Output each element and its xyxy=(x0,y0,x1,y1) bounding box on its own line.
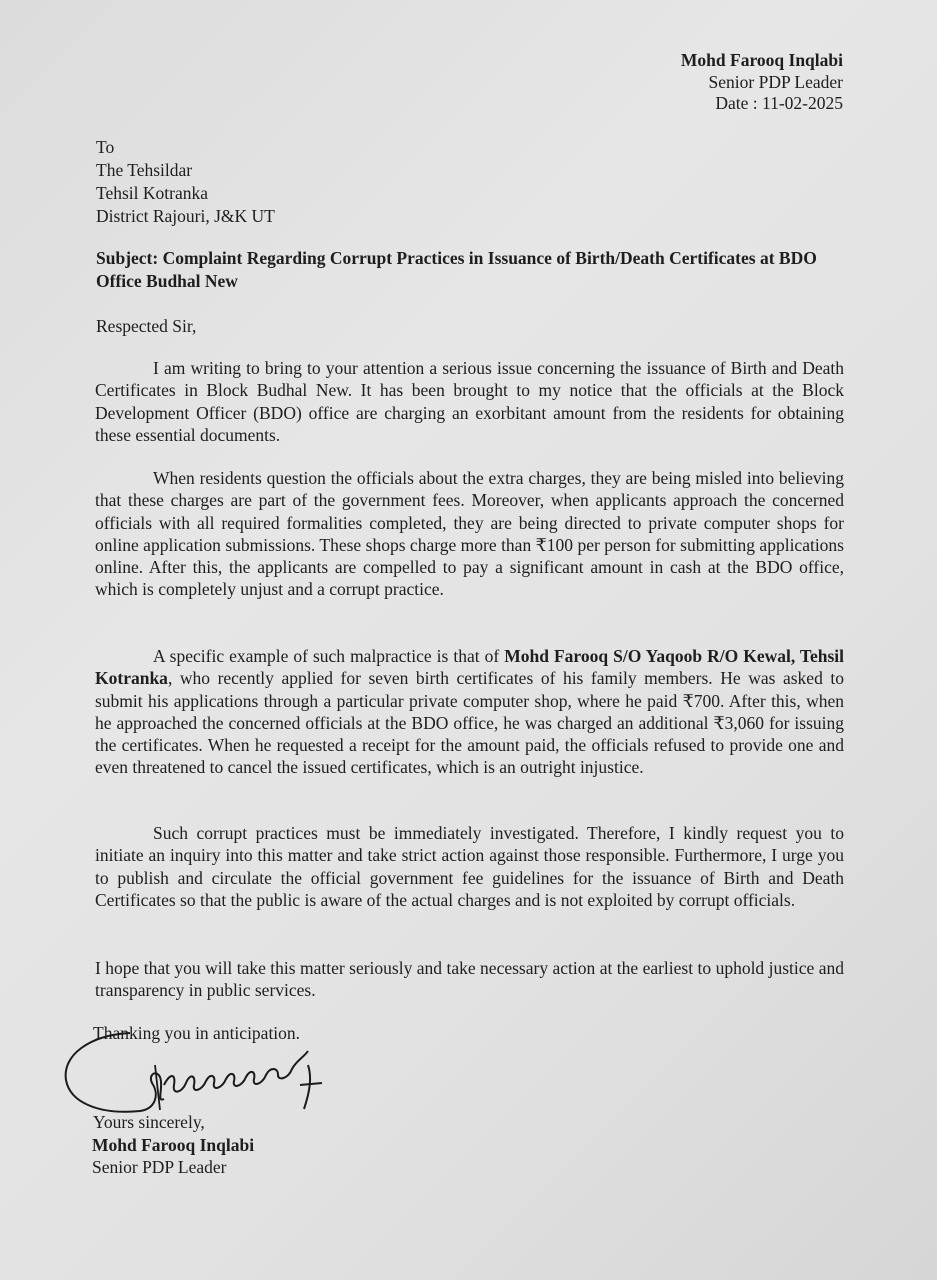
recipient-line: Tehsil Kotranka xyxy=(96,183,209,203)
body-paragraph-4: Such corrupt practices must be immediately investigated. Therefore, I kindly request you to initiate an inquiry into this matter and take strict action against those responsible. Furthermore, I urge you to publish and circulate the official government fee guidelines for the issuance of Birth and Death Certificates so that the public is aware of the actual charges and is not exploited by corrupt officials. xyxy=(95,823,844,910)
subject-line: Subject: Complaint Regarding Corrupt Practices in Issuance of Birth/Death Certificates at BDO Office Budhal New xyxy=(96,248,817,291)
paragraph-text: , who recently applied for seven birth certificates of his family members. He was asked to submit his applications through a particular private computer shop, where he paid ₹700. After this, when he approached the concerned officials at the BDO office, he was charged an additional ₹3,060 for issuing the certificates. When he requested a receipt for the amount paid, the officials refused to provide one and even threatened to cancel the issued certificates, which is an outright injustice. xyxy=(95,668,844,778)
body-paragraph-2: When residents question the officials about the extra charges, they are being misled into believing that these charges are part of the government fees. Moreover, when applicants approach the concerned officials with all required formalities completed, they are being directed to private computer shops for online application submissions. These shops charge more than ₹100 per person for submitting applications online. After this, the applicants are compelled to pay a significant amount in cash at the BDO office, which is completely unjust and a corrupt practice. xyxy=(95,468,844,600)
sender-title: Senior PDP Leader xyxy=(708,71,843,92)
closing-line: Thanking you in anticipation. xyxy=(93,1023,301,1043)
recipient-line: The Tehsildar xyxy=(96,160,193,180)
recipient-line: To xyxy=(96,137,115,157)
complainant-name: Mohd Farooq S/O Yaqoob R/O Kewal, Tehsil Kotranka xyxy=(95,646,845,689)
signatory-title: Senior PDP Leader xyxy=(92,1157,227,1177)
sign-off: Yours sincerely, xyxy=(93,1112,205,1132)
sender-header xyxy=(681,50,843,115)
salutation: Respected Sir, xyxy=(96,316,197,336)
recipient-address xyxy=(96,136,275,228)
sender-name: Mohd Farooq Inqlabi xyxy=(680,50,843,70)
paragraph-text: A specific example of such malpractice is that of xyxy=(153,646,505,666)
signatory-name: Mohd Farooq Inqlabi xyxy=(92,1135,255,1155)
recipient-line: District Rajouri, J&K UT xyxy=(96,206,275,226)
body-paragraph-5: I hope that you will take this matter seriously and take necessary action at the earliest to uphold justice and transparency in public services. xyxy=(95,958,844,1001)
body-paragraph-1: I am writing to bring to your attention a serious issue concerning the issuance of Birth and Death Certificates in Block Budhal New. It has been brought to my notice that the officials at the Block Development Officer (BDO) office are charging an exorbitant amount from the residents for obtaining these essential documents. xyxy=(95,358,844,445)
handwritten-signature xyxy=(60,1025,350,1125)
letter-date: Date : 11-02-2025 xyxy=(715,93,843,113)
body-paragraph-3 xyxy=(95,645,844,779)
